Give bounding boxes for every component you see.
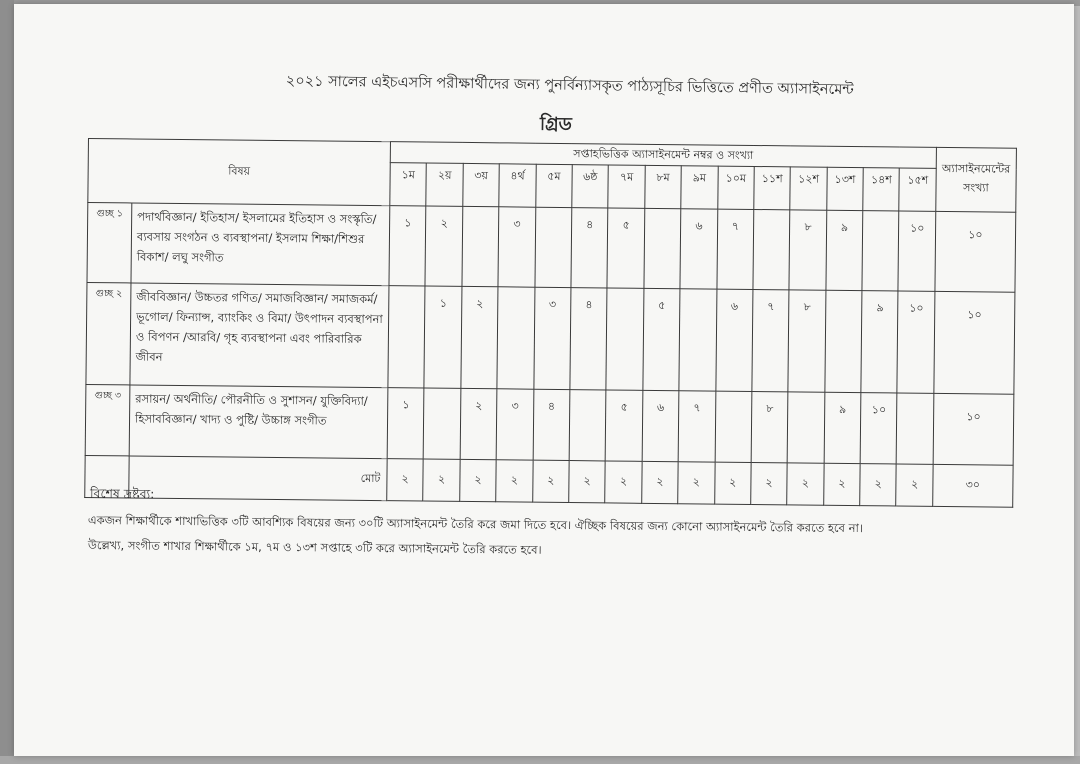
week-cell: ১০ [860, 393, 897, 463]
week-cell [897, 393, 934, 463]
week-header-cell: ১৩শ [826, 167, 863, 210]
week-header-cell: ১৫শ [899, 168, 936, 211]
weekly-header: সপ্তাহভিত্তিক অ্যাসাইনমেন্ট নম্বর ও সংখ্যা [390, 142, 936, 169]
week-cell: ৭ [752, 290, 789, 392]
week-cell: ৮ [789, 210, 826, 291]
week-cell: ১ [387, 388, 424, 458]
week-cell [497, 287, 534, 389]
scan-edge-left [0, 0, 14, 764]
notes-heading: বিশেষ দ্রষ্টব্য: [89, 485, 155, 502]
subject-list: পদার্থবিজ্ঞান/ ইতিহাস/ ইসলামের ইতিহাস ও সংস্কৃতি/ ব্যবসায় সংগঠন ও ব্যবস্থাপনা/ ইসলাম শিক্ষা/শিশুর বিকাশ/ লঘু সংগীত [131, 203, 390, 286]
week-cell [569, 390, 606, 460]
week-header-cell: ৭ম [608, 165, 645, 208]
week-cell: ২ [461, 287, 498, 389]
week-cell: ১০ [898, 211, 935, 292]
week-cell: ৬ [642, 391, 679, 461]
week-cell: ৫ [606, 390, 643, 460]
assignment-count: ১০ [935, 211, 1016, 293]
week-cell: ৪ [570, 288, 607, 390]
week-cell [388, 286, 425, 388]
week-cell [753, 209, 790, 290]
total-count: ৩০ [933, 464, 1013, 507]
grid-body [85, 202, 1015, 464]
total-week-cell: ২ [569, 460, 606, 503]
total-week-cell: ২ [460, 459, 497, 502]
week-cell: ৭ [716, 209, 753, 290]
total-row [85, 455, 1013, 507]
total-week-cell: ২ [860, 463, 897, 506]
week-cell: ৬ [715, 290, 752, 392]
week-cell [825, 291, 862, 393]
subject-list: রসায়ন/ অর্থনীতি/ পৌরনীতি ও সুশাসন/ যুক্তিবিদ্যা/ হিসাববিজ্ঞান/ খাদ্য ও পুষ্টি/ উচ্চাঙ্গ সংগীত [129, 385, 388, 458]
grid-table [84, 138, 1017, 508]
subject-header: বিষয় [88, 139, 391, 206]
week-header-cell: ৩য় [463, 164, 500, 207]
total-week-cell: ২ [605, 460, 642, 503]
week-header-cell: ৯ম [681, 166, 718, 209]
week-cell: ৬ [680, 208, 717, 289]
group-label: গুচ্ছ ৩ [85, 385, 130, 456]
week-cell: ৯ [824, 393, 861, 463]
week-cell: ৩ [533, 288, 570, 390]
week-cell: ২ [425, 206, 462, 287]
total-week-cell: ২ [896, 463, 933, 506]
week-cell: ৮ [788, 290, 825, 392]
week-cell: ৪ [533, 390, 570, 460]
total-label: মোট [129, 455, 387, 500]
total-week-cell: ২ [787, 462, 824, 505]
scan-edge-bottom [0, 756, 1080, 764]
total-week-cell: ২ [641, 461, 678, 504]
week-header-cell: ৫ম [535, 164, 572, 207]
group-label: গুচ্ছ ২ [86, 283, 131, 385]
table-row [86, 283, 1015, 395]
week-cell: ৫ [643, 289, 680, 391]
week-header-cell: ১৪শ [863, 168, 900, 211]
week-header-cell: ৬ষ্ঠ [572, 165, 609, 208]
week-header-cell: ১২শ [790, 167, 827, 210]
week-cell: ৯ [826, 210, 863, 291]
week-cell: ১ [389, 205, 426, 286]
notes-line-2: উল্লেখ্য, সংগীত শাখার শিক্ষার্থীকে ১ম, ৭ম ও ১৩শ সপ্তাহে ৩টি করে অ্যাসাইনমেন্ট তৈরি করতে হবে। [87, 537, 542, 557]
week-cell: ৪ [571, 207, 608, 288]
week-cell: ৩ [498, 207, 535, 288]
week-cell [606, 288, 643, 390]
week-cell: ৮ [751, 392, 788, 462]
week-cell [862, 210, 899, 291]
assignment-count: ১০ [933, 394, 1014, 465]
week-cell [424, 388, 461, 458]
week-cell [679, 289, 716, 391]
document-subtitle: গ্রিড [539, 113, 573, 136]
assignment-grid [84, 138, 1016, 508]
total-week-cell: ২ [496, 459, 533, 502]
count-header: অ্যাসাইনমেন্টের সংখ্যা [936, 147, 1017, 212]
total-week-cell: ২ [823, 463, 860, 506]
week-header-cell: ২য় [426, 163, 463, 206]
week-cell: ৯ [861, 291, 898, 393]
document-title: ২০২১ সালের এইচএসসি পরীক্ষার্থীদের জন্য পুনর্বিন্যাসকৃত পাঠ্যসূচির ভিত্তিতে প্রণীত অ্যাসাইনমেন্ট [285, 73, 854, 99]
week-cell: ১ [424, 286, 461, 388]
table-row [87, 202, 1016, 292]
week-header-cell: ১ম [390, 163, 427, 206]
week-header-cell: ৪র্থ [499, 164, 536, 207]
week-header-cell: ১১শ [754, 167, 791, 210]
week-cell [644, 208, 681, 289]
total-week-cell: ২ [751, 462, 788, 505]
week-cell [462, 206, 499, 287]
week-cell [715, 391, 752, 461]
total-week-cell: ২ [423, 459, 460, 502]
subject-list: জীববিজ্ঞান/ উচ্চতর গণিত/ সমাজবিজ্ঞান/ সমাজকর্ম/ ভূগোল/ ফিন্যান্স, ব্যাংকিং ও বিমা/ উৎপাদন ব্যবস্থাপনা ও বিপণন /আরবি/ গৃহ ব্যবস্থাপনা এবং পারিবারিক জীবন [130, 283, 389, 388]
week-cell: ৭ [678, 391, 715, 461]
assignment-count: ১০ [934, 292, 1015, 395]
week-cell: ২ [460, 389, 497, 459]
notes-line-1: একজন শিক্ষার্থীকে শাখাভিত্তিক ৩টি আবশ্যিক বিষয়ের জন্য ৩০টি অ্যাসাইনমেন্ট তৈরি করে জমা দিতে হবে। ঐচ্ছিক বিষয়ের জন্য কোনো অ্যাসাইনমেন্ট তৈরি করতে হবে না। [87, 512, 864, 536]
group-label: গুচ্ছ ১ [87, 202, 132, 283]
table-row [85, 385, 1014, 465]
week-cell: ১০ [897, 291, 934, 393]
total-week-cell: ২ [387, 458, 424, 501]
total-week-cell: ২ [532, 460, 569, 503]
week-cell: ৩ [496, 389, 533, 459]
total-week-cell: ২ [678, 461, 715, 504]
week-header-cell: ১০ম [717, 166, 754, 209]
week-cell [787, 392, 824, 462]
week-cell: ৫ [607, 208, 644, 289]
week-header-cell: ৮ম [645, 166, 682, 209]
week-cell [535, 207, 572, 288]
total-week-cell: ২ [714, 462, 751, 505]
